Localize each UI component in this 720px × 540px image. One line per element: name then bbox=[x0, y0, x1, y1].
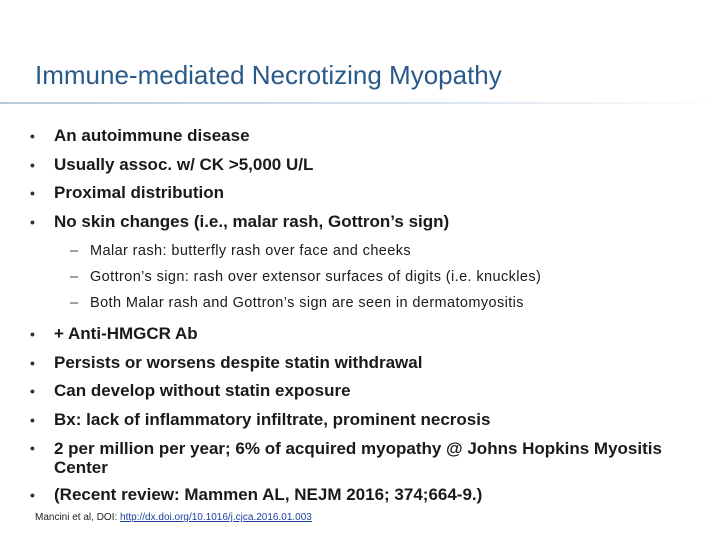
bullet-marker: • bbox=[30, 326, 35, 342]
bullet-text: (Recent review: Mammen AL, NEJM 2016; 374;664-9.) bbox=[54, 485, 483, 504]
citation bbox=[35, 512, 312, 523]
sub-bullet-text: Malar rash: butterfly rash over face and cheeks bbox=[90, 243, 412, 259]
bullet-text: + Anti-HMGCR Ab bbox=[54, 324, 198, 343]
slide-title: Immune-mediated Necrotizing Myopathy bbox=[35, 60, 502, 90]
sub-bullet-text: Both Malar rash and Gottron’s sign are seen in dermatomyositis bbox=[90, 295, 524, 311]
bullet-marker: • bbox=[30, 185, 35, 201]
sub-bullet-list bbox=[28, 238, 688, 316]
dash-marker: – bbox=[70, 295, 79, 311]
bullet-item bbox=[28, 151, 688, 180]
bullet-marker: • bbox=[30, 156, 35, 173]
bullet-text: Can develop without statin exposure bbox=[54, 381, 351, 400]
bullet-marker: • bbox=[30, 383, 35, 399]
sub-bullet-text: Gottron’s sign: rash over extensor surfaces of digits (i.e. knuckles) bbox=[90, 269, 542, 285]
bullet-item bbox=[28, 122, 688, 151]
bullet-item bbox=[28, 406, 688, 435]
bullet-item bbox=[28, 377, 688, 406]
bullet-text: Proximal distribution bbox=[54, 183, 225, 202]
bullet-item bbox=[28, 320, 688, 349]
dash-marker: – bbox=[70, 243, 79, 259]
bullet-marker: • bbox=[30, 354, 35, 371]
bullet-marker: • bbox=[30, 128, 35, 144]
bullet-text: Persists or worsens despite statin withdrawal bbox=[54, 352, 423, 372]
sub-bullet-item bbox=[28, 264, 688, 290]
title-divider bbox=[0, 102, 720, 104]
bullet-marker: • bbox=[30, 411, 35, 428]
bullet-marker: • bbox=[30, 487, 35, 503]
bullet-text: No skin changes (i.e., malar rash, Gottron’s sign) bbox=[54, 211, 450, 231]
bullet-item bbox=[28, 434, 688, 481]
bullet-text: 2 per million per year; 6% of acquired myopathy @ Johns Hopkins Myositis Center bbox=[54, 439, 662, 477]
bullet-item bbox=[28, 179, 688, 208]
sub-bullet-item bbox=[28, 290, 688, 316]
bullet-item bbox=[28, 208, 688, 237]
doi-link[interactable]: http://dx.doi.org/10.1016/j.cjca.2016.01.003 bbox=[120, 512, 312, 523]
bullet-item bbox=[28, 481, 688, 510]
bullet-item bbox=[28, 349, 688, 378]
dash-marker: – bbox=[70, 269, 79, 285]
sub-bullet-item bbox=[28, 238, 688, 264]
bullet-text: Usually assoc. w/ CK >5,000 U/L bbox=[54, 154, 314, 174]
bullet-text: An autoimmune disease bbox=[54, 126, 250, 145]
bullet-marker: • bbox=[30, 213, 35, 230]
bullet-marker: • bbox=[30, 440, 35, 456]
bullet-list bbox=[28, 122, 688, 510]
bullet-text: Bx: lack of inflammatory infiltrate, prominent necrosis bbox=[54, 409, 491, 429]
citation-prefix: Mancini et al, DOI: bbox=[35, 512, 121, 523]
